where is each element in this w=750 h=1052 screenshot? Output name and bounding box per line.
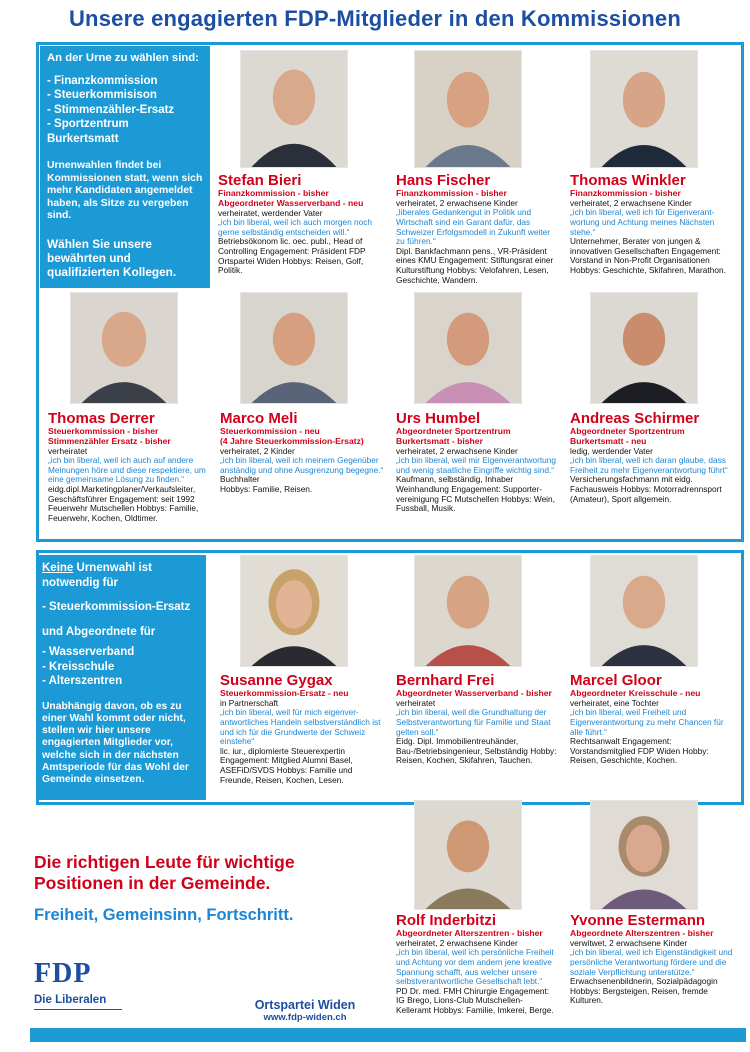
member-role: Finanzkommission - bisher (396, 188, 507, 198)
member-status: verheiratet, 2 erwachsene Kinder (570, 197, 692, 208)
keine-text: Unabhängig davon, ob es zu einer Wahl kommt oder nicht, stellen wir hier unsere engagierten Mitglieder vor, welche sich in der nächsten Amtsperiode für das Wohl der Gemeinde einsetzen. (42, 700, 189, 786)
slogan-line: Positionen in der Gemeinde. (34, 873, 271, 893)
logo-underline (34, 1009, 122, 1010)
keine-item: - Steuerkommission-Ersatz (42, 601, 191, 613)
portrait-andreas-schirmer (590, 292, 698, 404)
member-name: Bernhard Frei (396, 672, 495, 689)
urne-intro: An der Urne zu wählen sind: (47, 52, 199, 64)
portrait-stefan-bieri (240, 50, 348, 168)
portrait-rolf-inderbitzi (414, 800, 522, 910)
member-name: Thomas Derrer (48, 410, 155, 427)
portrait-icon (591, 556, 697, 666)
fdp-tagline: Die Liberalen (34, 994, 107, 1006)
portrait-icon (241, 51, 347, 167)
portrait-icon (591, 293, 697, 403)
keine-intro (42, 561, 200, 590)
member-name: Hans Fischer (396, 172, 491, 189)
portrait-marco-meli (240, 292, 348, 404)
member-quote: „ich bin liberal, weil ich auch morgen noch gerne selbständig entscheiden will.“ (218, 217, 373, 237)
member-thomas-winkler (570, 172, 740, 276)
member-quote: „ich bin liberal, weil ich meinem Gegenüber anständig und ohne Ausgrenzung begegne.“ (220, 455, 384, 475)
member-role: Finanzkommission - bisher Abgeordneter Wasserverband - neu (218, 188, 364, 208)
member-hans-fischer (396, 172, 558, 285)
member-status: in Partnerschaft (220, 697, 279, 708)
member-description: PD Dr. med. FMH Chirurgie Engagement: IG Brego, Lions-Club Mutschellen- Kelleramt Hobbys: Familie, Imkerei, Berge. (396, 985, 554, 1015)
member-quote: „liberales Gedankengut in Politik und Wirtschaft sind ein Garant dafür, das Schweizer Erfolgsmodell in Zukunft weiter zu führen.“ (396, 207, 551, 247)
page-title: Unsere engagierten FDP-Mitglieder in den Kommissionen (68, 6, 682, 31)
member-description: Rechtsanwalt Engagement: Vorstandsmitglied FDP Widen Hobby: Reisen, Geschichte, Kochen. (570, 736, 709, 766)
member-marcel-gloor (570, 672, 738, 766)
member-status: ledig, werdender Vater (570, 445, 653, 456)
member-status: verheiratet, 2 erwachsene Kinder (396, 197, 518, 208)
member-name: Marcel Gloor (570, 672, 662, 689)
member-role: Abgeordneter Kreisschule - neu (570, 688, 701, 698)
member-role: Finanzkommission - bisher (570, 188, 681, 198)
member-role: Steuerkommission - neu (4 Jahre Steuerkommission-Ersatz) (220, 426, 364, 446)
member-name: Urs Humbel (396, 410, 481, 427)
portrait-thomas-winkler (590, 50, 698, 168)
portrait-bernhard-frei (414, 555, 522, 667)
slogan-line: Die richtigen Leute für wichtige (34, 852, 295, 872)
portrait-icon (415, 51, 521, 167)
portrait-thomas-derrer (70, 292, 178, 404)
keine-und: und Abgeordnete für (42, 625, 156, 638)
member-name: Marco Meli (220, 410, 298, 427)
member-description: Eidg. Dipl. Immobilientreuhänder, Bau-/Betriebsingenieur, Selbständig Hobby: Reisen, Kochen, Skifahren, Tauchen. (396, 736, 557, 766)
keine-item: - Kreisschule (42, 660, 115, 673)
urne-item: - Stimmenzähler-Ersatz (47, 103, 175, 116)
member-status: verheiratet, eine Tochter (570, 697, 659, 708)
keine-intro-rest: Urnenwahl ist notwendig für (42, 562, 152, 589)
member-role: Abgeordneter Sportzentrum Burkertsmatt - bisher (396, 426, 511, 446)
member-name: Rolf Inderbitzi (396, 912, 496, 929)
portrait-hans-fischer (414, 50, 522, 168)
urne-text: Urnenwahlen findet bei Kommissionen statt, wenn sich mehr Kandidaten angemeldet haben, als Sitze zu vergeben sind. (47, 160, 203, 221)
member-yvonne-estermann (570, 912, 738, 1006)
portrait-icon (415, 293, 521, 403)
keine-item: - Wasserverband (42, 646, 135, 658)
slogan (34, 852, 384, 894)
member-role: Abgeordneter Sportzentrum Burkertsmatt - neu (570, 426, 685, 446)
website-link[interactable]: www.fdp-widen.ch (263, 1012, 347, 1023)
member-status: verheiratet (396, 697, 436, 708)
footer-bar (30, 1028, 746, 1042)
ortspartei-name: Ortspartei Widen (254, 998, 356, 1012)
member-stefan-bieri (218, 172, 386, 276)
portrait-icon (71, 293, 177, 403)
member-status: verheiratet, 2 erwachsene Kinder (396, 937, 518, 948)
member-susanne-gygax (220, 672, 386, 785)
motto: Freiheit, Gemeinsinn, Fortschritt. (34, 906, 294, 924)
member-andreas-schirmer (570, 410, 740, 504)
member-status: verheiratet, 2 Kinder (220, 445, 295, 456)
portrait-marcel-gloor (590, 555, 698, 667)
member-description: Dipl. Bankfachmann pens., VR-Präsident eines KMU Engagement: Stiftungsrat einer Kulturstiftung Hobbys: Velofahren, Lesen, Geschichte, Wandern. (396, 245, 554, 285)
member-status: verheiratet, 2 erwachsene Kinder (396, 445, 518, 456)
member-status: verheiratet, werdender Vater (218, 207, 323, 218)
member-role: Abgeordneter Wasserverband - bisher (396, 688, 552, 698)
member-quote: „ich bin liberal, weil ich daran glaube, dass Freiheit zu mehr Eigenverantwortung führt“ (570, 455, 728, 475)
member-description: Versicherungsfachmann mit eidg. Fachausweis Hobbys: Motorradrennsport (Amateur), Sport allgemein. (570, 474, 722, 504)
member-description: lic. iur., diplomierte Steuerexpertin Engagement: Mitglied Alumni Basel, ASEFiD/SVDS Hobbys: Familie und Freunde, Reisen, Kochen, Lesen. (220, 745, 353, 785)
member-quote: „ich bin liberal, weil ich Eigenständigkeit und persönliche Verantwortung fördere und die soziale Verpflichtung unterstütze.“ (570, 947, 733, 977)
portrait-icon (591, 801, 697, 909)
urnenwahl-info-box (40, 46, 210, 288)
portrait-icon (415, 556, 521, 666)
member-role: Abgeordneter Alterszentren - bisher (396, 928, 543, 938)
member-quote: „ich bin liberal, weil mir Eigenverantwortung und wenig staatliche Eingriffe wichtig sind.“ (396, 455, 557, 475)
member-quote: „ich bin liberal, weil für mich eigenver- antwortliches Handeln selbstverständlich ist und ich für die Grundwerte der Schweiz einstehe“ (220, 707, 381, 747)
member-urs-humbel (396, 410, 560, 514)
member-description: Unternehmer, Berater von jungen & innovativen Gesellschaften Engagement: Vorstand in Non-Profit Organisationen Hobbys: Geschichte, Skifahren, Marathon. (570, 236, 726, 275)
member-role: Steuerkommission-Ersatz - neu (220, 688, 349, 698)
portrait-icon (415, 801, 521, 909)
member-description: Betriebsökonom lic. oec. publ., Head of Controlling Engagement: Präsident FDP Ortspartei Widen Hobbys: Reisen, Golf, Politik. (218, 236, 366, 276)
urne-item: - Sportzentrum Burkertsmatt (47, 118, 129, 145)
portrait-urs-humbel (414, 292, 522, 404)
member-name: Andreas Schirmer (570, 410, 700, 427)
member-name: Susanne Gygax (220, 672, 333, 689)
member-name: Thomas Winkler (570, 172, 686, 189)
member-status: verwitwet, 2 erwachsene Kinder (570, 937, 688, 948)
member-description: Kaufmann, selbständig, Inhaber Weinhandlung Engagement: Supporter- vereinigung FC Mutschellen Hobbys: Wein, Fussball, Musik. (396, 474, 555, 514)
member-role: Steuerkommission - bisher Stimmenzähler Ersatz - bisher (48, 426, 171, 446)
member-rolf-inderbitzi (396, 912, 560, 1016)
member-description: Buchhalter Hobbys: Familie, Reisen. (220, 474, 313, 494)
member-quote: „ich bin liberal, weil ich für Eigenverant- wortung und Achtung meines Nächsten stehe.“ (570, 207, 715, 237)
member-quote: „ich bin liberal, weil Freiheit und Eigenverantwortung zu mehr Chancen für alle führt.“ (570, 707, 724, 737)
member-description: Erwachsenenbildnerin, Sozialpädagogin Hobbys: Bergsteigen, Reisen, fremde Kulturen. (570, 976, 718, 1006)
portrait-icon (591, 51, 697, 167)
member-name: Stefan Bieri (218, 172, 302, 189)
member-status: verheiratet (48, 445, 88, 456)
urne-item: - Finanzkommission (47, 74, 158, 87)
portrait-susanne-gygax (240, 555, 348, 667)
member-quote: „ich bin liberal, weil ich auch auf andere Meinungen höre und diese respektiere, um eine gemeinsame Lösung zu finden.“ (48, 455, 206, 485)
keine-urnenwahl-box (36, 555, 206, 800)
member-description: eidg.dipl.Marketingplaner/Verkaufsleiter, Geschäftsführer Engagement: seit 1992 Feuerwehr Mutschellen Hobbys: Familie, Feuerwehr, Kochen, Oldtimer. (48, 483, 199, 523)
portrait-yvonne-estermann (590, 800, 698, 910)
urne-call: Wählen Sie unsere bewährten und qualifizierten Kollegen. (47, 236, 177, 279)
member-quote: „ich bin liberal, weil die Grundhaltung der Selbstverantwortung für Familie und Staat gelten soll.“ (396, 707, 551, 737)
urne-item: - Steuerkommisison (47, 89, 157, 101)
keine-underlined: Keine (42, 562, 74, 574)
member-name: Yvonne Estermann (570, 912, 706, 929)
keine-item: - Alterszentren (42, 675, 123, 687)
member-thomas-derrer (48, 410, 214, 523)
member-bernhard-frei (396, 672, 558, 766)
portrait-icon (241, 293, 347, 403)
fdp-logo: FDP (34, 958, 92, 989)
member-marco-meli (220, 410, 386, 495)
member-role: Abgeordnete Alterszentren - bisher (570, 928, 714, 938)
portrait-icon (241, 556, 347, 666)
member-quote: „ich bin liberal, weil ich persönliche Freiheit und Achtung vor dem andern jene kreative Spannung schafft, aus welcher unsere selbstverantwortliche Gesellschaft lebt.“ (396, 947, 554, 987)
